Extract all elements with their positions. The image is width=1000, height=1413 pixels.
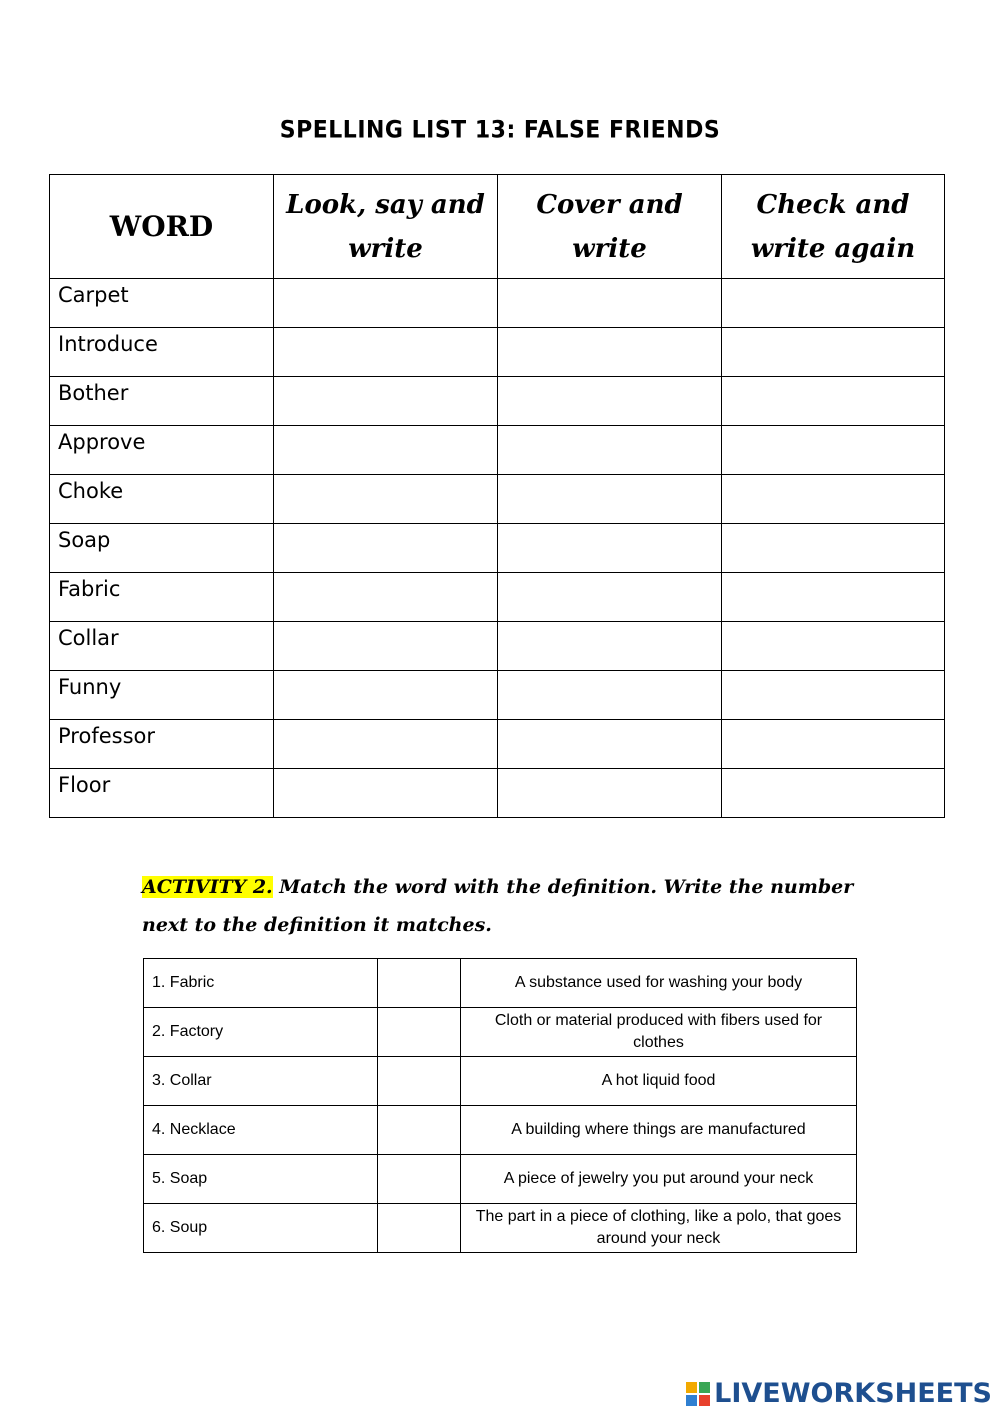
activity-2-label: ACTIVITY 2. — [142, 876, 273, 898]
check-write-again-input[interactable] — [722, 573, 945, 622]
cover-write-input[interactable] — [498, 671, 722, 720]
definition-cell: A hot liquid food — [461, 1057, 857, 1106]
word-cell: Bother — [50, 377, 274, 426]
cover-write-input[interactable] — [498, 426, 722, 475]
match-number-input[interactable] — [378, 1155, 461, 1204]
check-write-again-input[interactable] — [722, 328, 945, 377]
table-row — [50, 720, 945, 769]
term-cell: 6. Soup — [144, 1204, 378, 1253]
match-number-input[interactable] — [378, 1204, 461, 1253]
word-cell: Funny — [50, 671, 274, 720]
table-row — [144, 1057, 857, 1106]
table-row — [144, 1008, 857, 1057]
table-row — [144, 959, 857, 1008]
table-row — [50, 671, 945, 720]
logo-square-i — [699, 1382, 710, 1393]
match-number-input[interactable] — [378, 1106, 461, 1155]
table-row — [144, 1106, 857, 1155]
check-write-again-input[interactable] — [722, 769, 945, 818]
cover-write-input[interactable] — [498, 720, 722, 769]
word-cell: Choke — [50, 475, 274, 524]
word-cell: Professor — [50, 720, 274, 769]
table-row — [50, 377, 945, 426]
term-cell: 4. Necklace — [144, 1106, 378, 1155]
worksheet-title: SPELLING LIST 13: FALSE FRIENDS — [279, 116, 721, 145]
table-row — [50, 475, 945, 524]
check-write-again-input[interactable] — [722, 475, 945, 524]
spelling-table — [49, 174, 945, 818]
look-say-write-input[interactable] — [274, 426, 498, 475]
definition-cell: The part in a piece of clothing, like a polo, that goes around your neck — [461, 1204, 857, 1253]
term-cell: 2. Factory — [144, 1008, 378, 1057]
look-say-write-input[interactable] — [274, 475, 498, 524]
term-cell: 3. Collar — [144, 1057, 378, 1106]
match-number-input[interactable] — [378, 959, 461, 1008]
definition-cell: Cloth or material produced with fibers used for clothes — [461, 1008, 857, 1057]
look-say-write-input[interactable] — [274, 377, 498, 426]
matching-table — [143, 958, 857, 1253]
look-say-write-input[interactable] — [274, 573, 498, 622]
look-say-write-input[interactable] — [274, 524, 498, 573]
look-say-write-input[interactable] — [274, 720, 498, 769]
word-cell: Fabric — [50, 573, 274, 622]
table-row — [50, 426, 945, 475]
cover-write-input[interactable] — [498, 769, 722, 818]
definition-cell: A piece of jewelry you put around your neck — [461, 1155, 857, 1204]
word-cell: Carpet — [50, 279, 274, 328]
liveworksheets-brand — [686, 1378, 992, 1409]
definition-cell: A building where things are manufactured — [461, 1106, 857, 1155]
word-cell: Approve — [50, 426, 274, 475]
check-write-again-input[interactable] — [722, 279, 945, 328]
look-say-write-input[interactable] — [274, 328, 498, 377]
word-cell: Introduce — [50, 328, 274, 377]
check-write-again-input[interactable] — [722, 622, 945, 671]
term-cell: 5. Soap — [144, 1155, 378, 1204]
header-cover-write: Cover and write — [498, 175, 722, 279]
activity-2-text: Match the word with the definition. Write the number next to the definition it matches. — [142, 876, 854, 936]
header-word: WORD — [50, 175, 274, 279]
table-row — [50, 328, 945, 377]
table-row — [50, 573, 945, 622]
look-say-write-input[interactable] — [274, 622, 498, 671]
cover-write-input[interactable] — [498, 573, 722, 622]
brand-name: LIVEWORKSHEETS — [714, 1378, 992, 1409]
header-check-write-again: Check and write again — [722, 175, 945, 279]
match-number-input[interactable] — [378, 1057, 461, 1106]
table-row — [144, 1204, 857, 1253]
look-say-write-input[interactable] — [274, 279, 498, 328]
cover-write-input[interactable] — [498, 328, 722, 377]
match-number-input[interactable] — [378, 1008, 461, 1057]
table-row — [50, 279, 945, 328]
header-look-say-write: Look, say and write — [274, 175, 498, 279]
table-row — [50, 622, 945, 671]
cover-write-input[interactable] — [498, 279, 722, 328]
logo-square-v — [686, 1395, 697, 1406]
word-cell: Floor — [50, 769, 274, 818]
spelling-header-row — [50, 175, 945, 279]
logo-square-e — [699, 1395, 710, 1406]
cover-write-input[interactable] — [498, 475, 722, 524]
table-row — [50, 524, 945, 573]
table-row — [144, 1155, 857, 1204]
check-write-again-input[interactable] — [722, 377, 945, 426]
word-cell: Collar — [50, 622, 274, 671]
check-write-again-input[interactable] — [722, 426, 945, 475]
check-write-again-input[interactable] — [722, 720, 945, 769]
check-write-again-input[interactable] — [722, 524, 945, 573]
liveworksheets-logo-icon — [686, 1382, 710, 1406]
cover-write-input[interactable] — [498, 524, 722, 573]
logo-square-l — [686, 1382, 697, 1393]
cover-write-input[interactable] — [498, 377, 722, 426]
term-cell: 1. Fabric — [144, 959, 378, 1008]
activity-2-instructions — [142, 868, 862, 944]
word-cell: Soap — [50, 524, 274, 573]
cover-write-input[interactable] — [498, 622, 722, 671]
table-row — [50, 769, 945, 818]
check-write-again-input[interactable] — [722, 671, 945, 720]
definition-cell: A substance used for washing your body — [461, 959, 857, 1008]
look-say-write-input[interactable] — [274, 769, 498, 818]
look-say-write-input[interactable] — [274, 671, 498, 720]
